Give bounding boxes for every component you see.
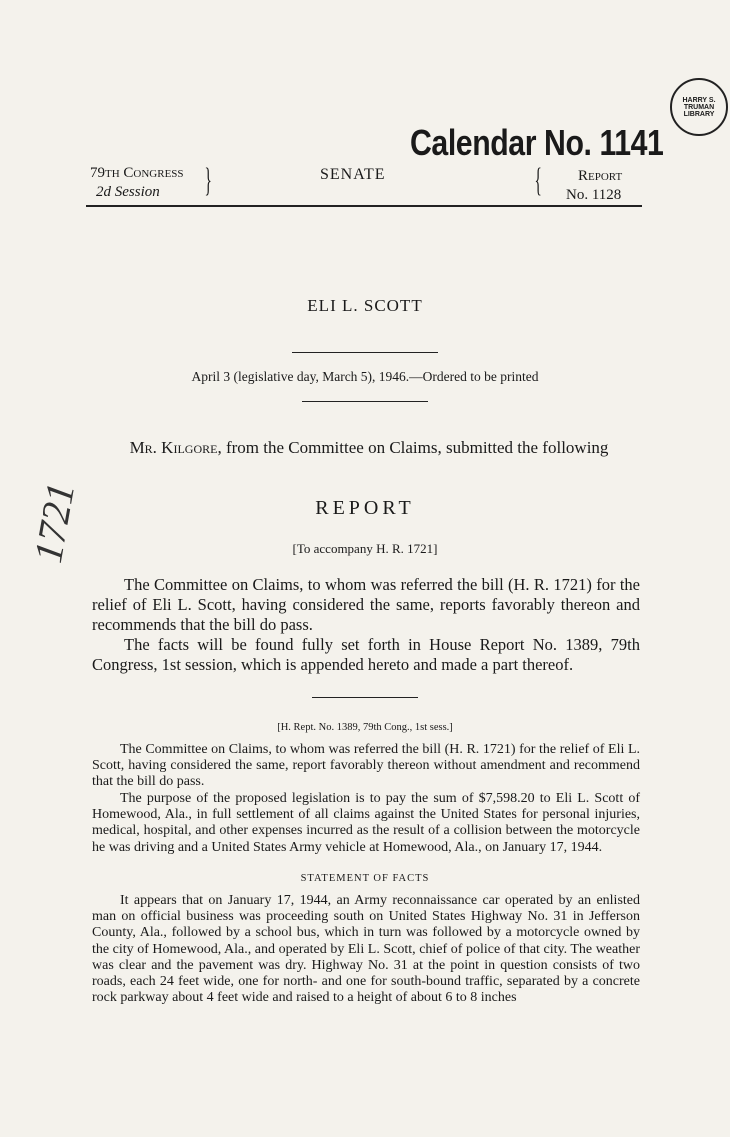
house-report-rule bbox=[312, 697, 418, 698]
chamber-label: SENATE bbox=[320, 166, 386, 183]
intro-paragraph-1: The Committee on Claims, to whom was referred the bill (H. R. 1721) for the relief of Eli L. Scott, having considered the same, reports favorably thereon and recommends that the bill do pass. bbox=[92, 575, 640, 634]
library-stamp bbox=[670, 78, 728, 136]
house-paragraph-2: The purpose of the proposed legislation is to pay the sum of $7,598.20 to Eli L. Scott of Homewood, Ala., in full settlement of all claims against the United States for personal injuries, medical, hospital, and other expenses incurred as the result of a collision between the motorcycle he was driving and a United States Army vehicle at Homewood, Ala., on January 17, 1944. bbox=[92, 791, 640, 855]
house-report-ref: [H. Rept. No. 1389, 79th Cong., 1st sess.] bbox=[277, 722, 453, 733]
left-brace: { bbox=[534, 162, 542, 199]
intro-paragraph-2: The facts will be found fully set forth in House Report No. 1389, 79th Congress, 1st session, which is appended hereto and made a part thereof. bbox=[92, 635, 640, 674]
ordered-line: April 3 (legislative day, March 5), 1946.—Ordered to be printed bbox=[191, 369, 539, 384]
facts-paragraph: It appears that on January 17, 1944, an Army reconnaissance car operated by an enlisted man on official business was proceeding south on United States Highway No. 31 in Jefferson County, Ala., followed by a school bus, which in turn was followed by a motorcycle owned by the city of Homewood, Ala., and operated by Eli L. Scott, chief of police of that city. The weather was clear and the pavement was dry. Highway No. 31 at the point in question consists of two roads, each 24 feet wide, one for north- and one for south-bound traffic, separated by a concrete rock parkway about 4 feet wide and raised to a height of about 6 to 8 inches bbox=[92, 893, 640, 1006]
report-no-line: No. 1128 bbox=[566, 187, 622, 203]
facts-heading: STATEMENT OF FACTS bbox=[300, 873, 430, 884]
right-brace: } bbox=[204, 162, 212, 199]
congress-line: 79th Congress bbox=[90, 165, 184, 181]
report-number bbox=[566, 167, 622, 205]
accompany-line: [To accompany H. R. 1721] bbox=[292, 541, 438, 556]
house-paragraph-1: The Committee on Claims, to whom was referred the bill (H. R. 1721) for the relief of Eli L. Scott, having considered the same, report favorably thereon without amendment and recommend that the bill do pass. bbox=[92, 742, 640, 790]
congress-session bbox=[90, 164, 184, 202]
header-rule bbox=[86, 205, 642, 207]
senator-name: Mr. Kilgore bbox=[129, 438, 218, 457]
bill-title: ELI L. SCOTT bbox=[307, 296, 423, 315]
calendar-number: Calendar No. 1141 bbox=[410, 122, 664, 163]
library-stamp-text: HARRY S. TRUMAN LIBRARY bbox=[682, 96, 716, 118]
report-heading: REPORT bbox=[315, 497, 415, 519]
submitted-rest: , from the Committee on Claims, submitted the following bbox=[217, 438, 609, 457]
session-line: 2d Session bbox=[96, 184, 160, 200]
title-rule bbox=[292, 352, 438, 353]
handwritten-note: 1721 bbox=[24, 479, 84, 566]
report-label: Report bbox=[578, 168, 623, 184]
submitted-line bbox=[94, 437, 644, 459]
ordered-rule bbox=[302, 401, 428, 402]
